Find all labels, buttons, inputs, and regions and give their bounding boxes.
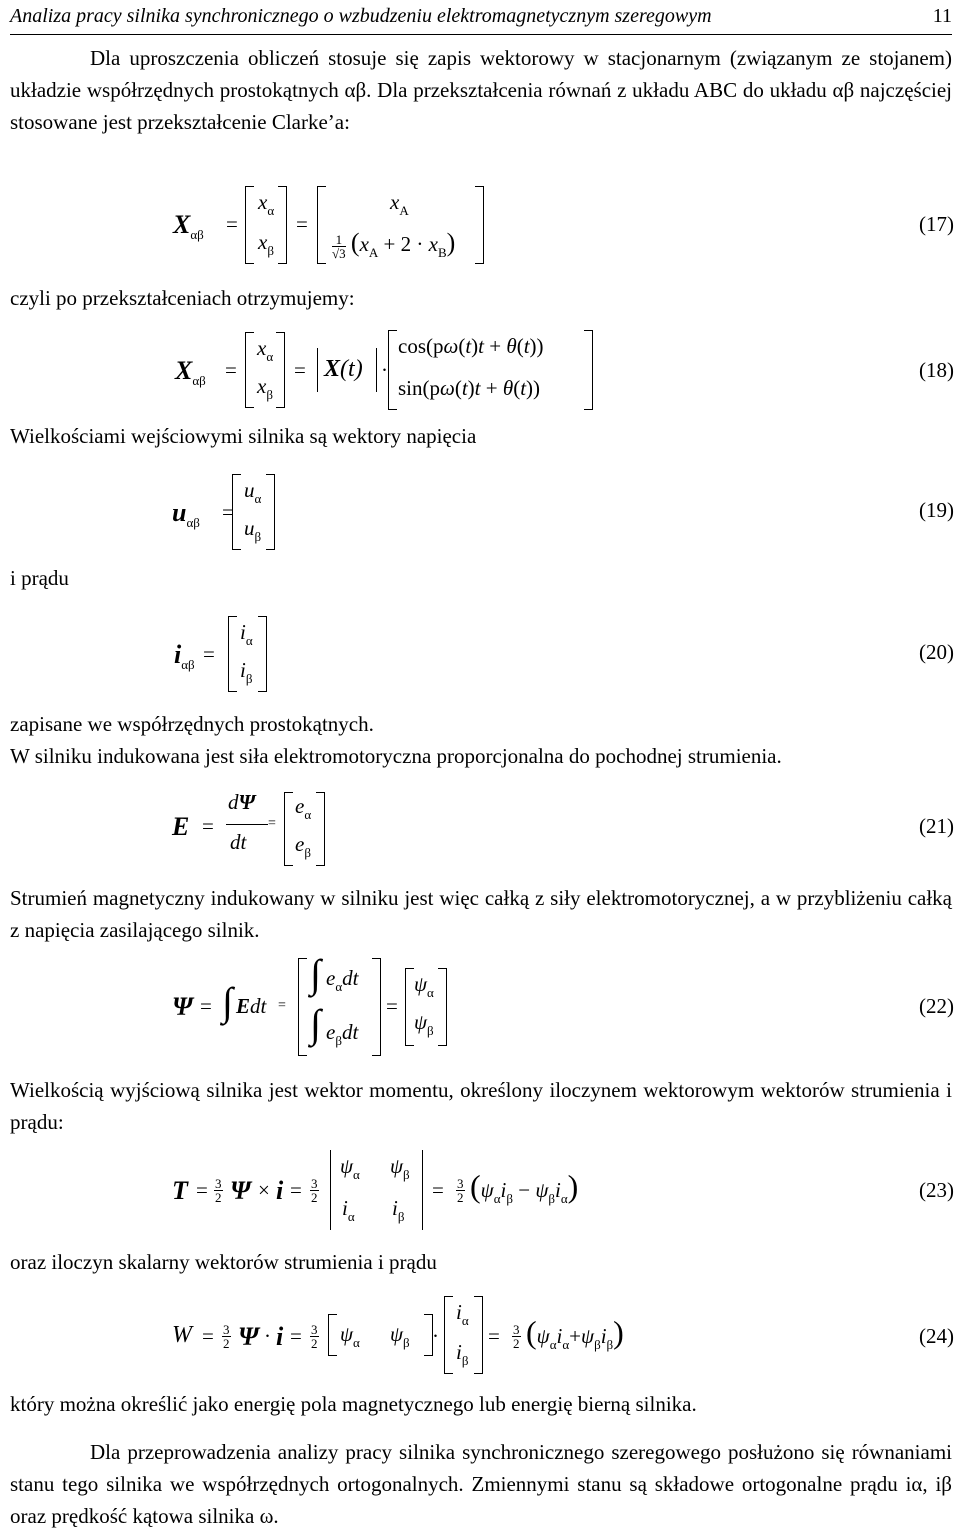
paragraph-text: który można określić jako energię pola magnetycznego lub energię bierną silnika.: [10, 1392, 697, 1416]
equation-24: W = $\frac{3}{2}$ Ψ · i = $\frac{3}{2}$ $\psi_\alpha$ $\psi_\beta$ · $i_\alpha$ $i_\beta$ = $\frac{3}{2}$ $(\psi_\alpha i_\alpha+\psi_\beta i_\beta)$ (24): [0, 1294, 960, 1380]
paragraph-text: Wielkością wyjściową silnika jest wektor momentu, określony iloczynem wektorowym wektorów strumienia i prądu:: [10, 1078, 952, 1134]
paragraph-text: W silniku indukowana jest siła elektromotoryczna proporcjonalna do pochodnej strumienia.: [10, 744, 782, 768]
equation-number: (24): [919, 1324, 954, 1348]
paragraph-intro: Dla uproszczenia obliczeń stosuje się zapis wektorowy w stacjonarnym (związanym ze stojanem) układzie współrzędnych prostokątnych αβ. Dla przekształcenia równań z układu ABC do układu αβ najczęściej stosowane jest przekształcenie Clarke’a:: [10, 46, 952, 134]
equation-19: $u_{\alpha\beta}$ = $u_\alpha$ $u_\beta$ (19): [0, 468, 960, 554]
equation-22: Ψ = ∫ Edt = ∫ $e_\alpha dt$ ∫ $e_\beta dt$ = $\psi_\alpha$ $\psi_\beta$ (22): [0, 952, 960, 1060]
equation-21: E = dΨ dt = $e_\alpha$ $e_\beta$ (21): [0, 786, 960, 870]
equation-18: $X_{\alpha\beta}$ = $x_\alpha$ $x_\beta$ = X(t) · cos(pω(t)t + θ(t)) sin(pω(t)t + θ(t)) (18): [0, 326, 960, 414]
equation-20: $i_{\alpha\beta}$ = $i_\alpha$ $i_\beta$ (20): [0, 610, 960, 696]
equation-number: (23): [919, 1178, 954, 1202]
paragraph-text: i prądu: [10, 566, 69, 590]
paragraph-text: Dla przeprowadzenia analizy pracy silnika synchronicznego szeregowego posłużono się równaniami stanu tego silnika we współrzędnych ortogonalnych. Zmiennymi stanu są składowe ortogonalne prądu iα, iβ oraz prędkość kątowa silnika ω.: [10, 1440, 952, 1528]
paragraph-text: Wielkościami wejściowymi silnika są wektory napięcia: [10, 424, 477, 448]
page-header: [10, 0, 952, 35]
equation-number: (22): [919, 994, 954, 1018]
paragraph-text: Strumień magnetyczny indukowany w silniku jest więc całką z siły elektromotorycznej, a w przybliżeniu całką z napięcia zasilającego silnik.: [10, 886, 952, 942]
running-title: Analiza pracy silnika synchronicznego o wzbudzeniu elektromagnetycznym szeregowym: [10, 5, 712, 27]
paragraph-text: zapisane we współrzędnych prostokątnych.: [10, 712, 374, 736]
equation-number: (17): [919, 212, 954, 236]
equation-number: (18): [919, 358, 954, 382]
page-number: 11: [932, 5, 952, 27]
equation-number: (21): [919, 814, 954, 838]
equation-17: $X_{\alpha\beta}$ = $x_\alpha$ $x_\beta$ = $x_A$ $\frac{1}{√3}$ $(x_A + 2 \cdot x_B)$ (17): [0, 180, 960, 270]
paragraph-text: oraz iloczyn skalarny wektorów strumienia i prądu: [10, 1250, 437, 1274]
equation-23: T = $\frac{3}{2}$ Ψ × i = $\frac{3}{2}$ $\psi_\alpha$ $\psi_\beta$ $i_\alpha$ $i_\beta$ = $\frac{3}{2}$ $(\psi_\alpha i_\beta - \psi_\beta i_\alpha)$ (23): [0, 1146, 960, 1238]
paragraph-text: czyli po przekształceniach otrzymujemy:: [10, 286, 355, 310]
equation-number: (19): [919, 498, 954, 522]
equation-number: (20): [919, 640, 954, 664]
